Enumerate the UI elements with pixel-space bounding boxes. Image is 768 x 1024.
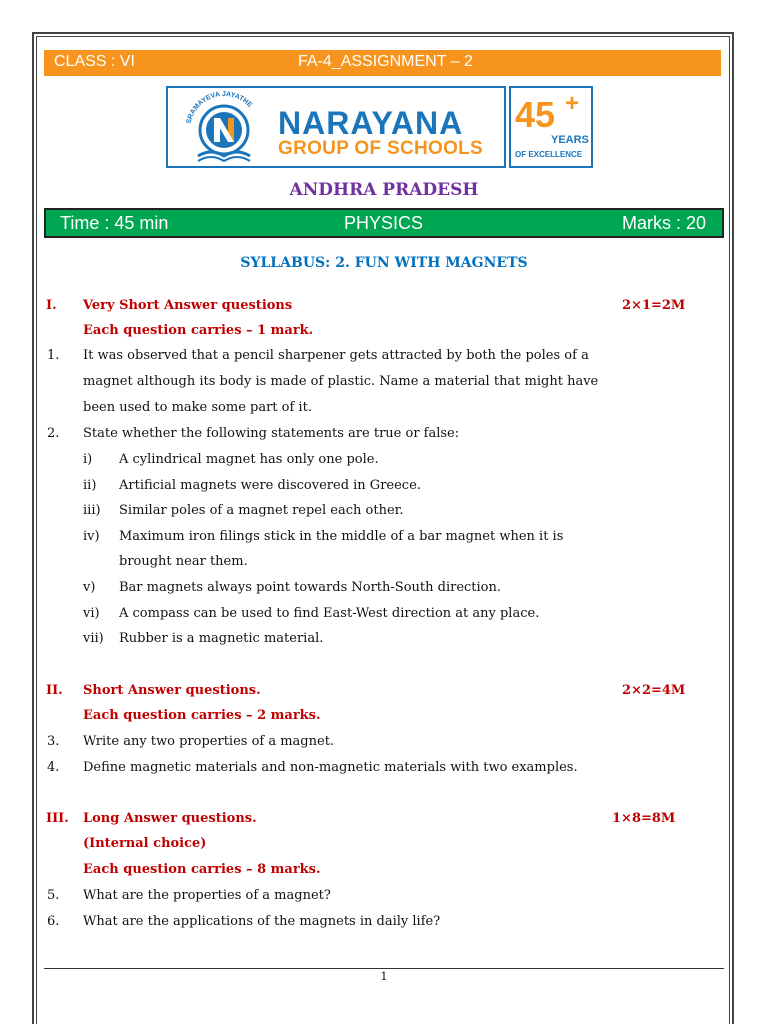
statement-text: Bar magnets always point towards North-South direction. <box>119 580 502 595</box>
brand-name: NARAYANA <box>278 105 464 141</box>
narayana-emblem-icon <box>176 90 272 166</box>
years-plus: + <box>565 90 580 117</box>
years-number: 45 <box>515 94 556 135</box>
statement-text: Similar poles of a magnet repel each other. <box>119 503 404 518</box>
statement-number: v) <box>83 580 96 595</box>
page-number: 1 <box>380 970 388 983</box>
statement-number: iv) <box>83 529 100 544</box>
section-2-marks: 2×2=4M <box>622 683 686 698</box>
statement-text: A cylindrical magnet has only one pole. <box>119 452 379 467</box>
question-6-number: 6. <box>47 914 60 929</box>
section-1-number: I. <box>46 298 57 313</box>
brand-text <box>278 105 484 160</box>
subject-label: PHYSICS <box>344 213 424 233</box>
emblem-motto: SRAMAYEVA JAYATHE <box>185 91 254 125</box>
footer-rule <box>44 968 724 969</box>
question-6-text: What are the applications of the magnets in daily life? <box>83 914 441 929</box>
section-2-number: II. <box>46 683 63 698</box>
section-3-title: Long Answer questions. <box>83 811 257 826</box>
statement-text: Rubber is a magnetic material. <box>119 631 324 646</box>
section-2-title: Short Answer questions. <box>83 683 261 698</box>
statement-text: Artificial magnets were discovered in Greece. <box>119 478 421 493</box>
section-3-choice: (Internal choice) <box>83 836 207 851</box>
section-1-marks: 2×1=2M <box>622 298 686 313</box>
section-1-title: Very Short Answer questions <box>83 298 293 313</box>
years-word: YEARS <box>551 134 589 146</box>
section-2-note: Each question carries – 2 marks. <box>83 708 321 723</box>
statement-number: ii) <box>83 478 97 493</box>
question-3-number: 3. <box>47 734 60 749</box>
section-3-marks: 1×8=8M <box>612 811 676 826</box>
section-1-note: Each question carries – 1 mark. <box>83 323 314 338</box>
statement-number: i) <box>83 452 93 467</box>
question-1-line-2: magnet although its body is made of plastic. Name a material that might have <box>83 374 599 389</box>
statement-number: vii) <box>83 631 104 646</box>
statement-number: vi) <box>83 606 100 621</box>
school-logo <box>166 86 506 168</box>
years-tagline: OF EXCELLENCE <box>515 150 583 159</box>
question-1-line-3: been used to make some part of it. <box>83 400 312 415</box>
question-4-number: 4. <box>47 760 60 775</box>
question-2-number: 2. <box>47 426 60 441</box>
marks-label: Marks : 20 <box>621 213 706 233</box>
statement-text: A compass can be used to find East-West direction at any place. <box>119 606 540 621</box>
question-1-number: 1. <box>47 348 60 363</box>
statement-text-continued: brought near them. <box>119 554 248 569</box>
question-1-line-1: It was observed that a pencil sharpener gets attracted by both the poles of a <box>83 348 589 363</box>
years-badge <box>509 86 593 168</box>
time-label: Time : 45 min <box>60 213 169 233</box>
statement-text: Maximum iron filings stick in the middle of a bar magnet when it is <box>119 529 564 544</box>
question-2-text: State whether the following statements are true or false: <box>83 426 460 441</box>
class-label: CLASS : VI <box>54 53 135 70</box>
question-5-number: 5. <box>47 888 60 903</box>
exam-info-bar <box>44 208 724 238</box>
question-3-text: Write any two properties of a magnet. <box>83 734 335 749</box>
statement-number: iii) <box>83 503 101 518</box>
syllabus-title: SYLLABUS: 2. FUN WITH MAGNETS <box>240 255 528 271</box>
header-bar <box>44 50 721 76</box>
region-title: ANDHRA PRADESH <box>289 180 479 200</box>
section-3-note: Each question carries – 8 marks. <box>83 862 321 877</box>
question-4-text: Define magnetic materials and non-magnetic materials with two examples. <box>83 760 578 775</box>
assignment-label: FA-4_ASSIGNMENT – 2 <box>298 53 473 70</box>
question-5-text: What are the properties of a magnet? <box>83 888 331 903</box>
brand-subtitle: GROUP OF SCHOOLS <box>278 138 484 159</box>
section-3-number: III. <box>46 811 69 826</box>
